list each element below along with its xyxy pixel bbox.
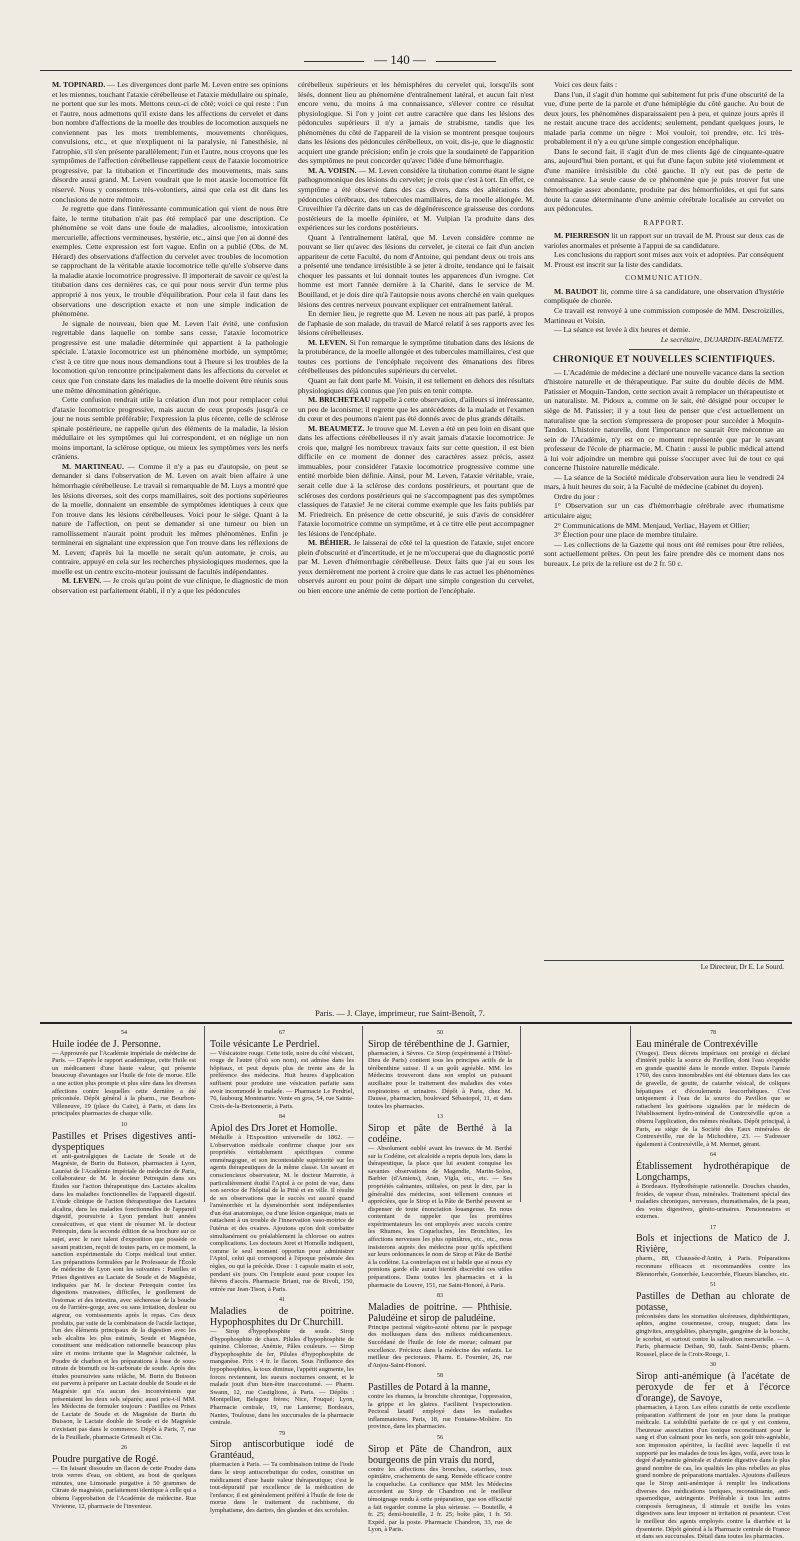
paragraph-text: — Je crois qu'au point de vue clinique, le diagnostic de mon observation est parfaitement établi, il n'y a que les pédoncules [52,576,289,595]
speaker-name: M. BAUDOT [554,286,598,296]
paragraph-text: Je laisserai de côté tel la question de l'ataxie, sujet encore plein d'obscurité et d'incertitude, et je ne m'occuperai que du diagnostic porté par M. Leven d'hémorrhagie cérébelleuse. Deux faits que j'ai eu sous les yeux dernièrement me portent à croire que dans le cas actuel les phénomènes observés auront eu pour point de départ une simple congestion du cervelet, ou bien encore une anémie de cette portion de l'encéphale. [298,538,535,595]
ad-number: 67 [279,1030,285,1036]
top-rule [40,70,792,71]
paragraph: — L'Académie de médecine a déclaré une nouvelle vacance dans la section d'histoire naturelle et de thérapeutique. Par suite du double décès de MM. Patissier et Moquin-Tandon, cette section avait à remplacer un thérapeutiste et un naturaliste. M. Pidoux a, comme on le sait, été désigné pour occuper le siège de M. Patissier; il y a tout lieu de penser que c'est actuellement un naturaliste que la section s'empressera de proposer pour succéder à Moquin-Tandon. L'histoire naturelle, dont l'importance ne saurait être méconnue au sein de l'Académie, n'y est en ce moment représentée que par le savant professeur de l'école de pharmacie, M. Chatin : aussi le public médical attend à lui voir adjoindre un membre qui puisse s'occuper avec lui de tout ce qui concerne l'histoire naturelle médicale. [544,367,784,473]
paragraph: Voici ces deux faits : [554,80,618,89]
ad-body: pharmacien, à Lyon. Les effets curatifs de cette excellente préparation s'affirment de jour en jour dans la pratique médicale. La solubilité parfaite de ce qui y est contenu, l'heureuse association d'un tonique reconstituant pour le sang et d'un calmant pour les nerfs, son goût très-agréable, son impression apéritive, la facilité avec laquelle il est supporté par les malades de tous les âges, voilà, avec tous le degré d'adynamie générale et d'atonie digestive dans le plus grand nombre de cas, les qualités les plus rebelles au plus grand nombre de préparations martiales. Ajoutons d'ailleurs que le Sirop anti-anémique à remplir les indications diverses des médications toniques, reconstituante, anti-spasmodique, astringente. Préférable à tous les autres composés ferrugineux, il stimule et tonifie les voies digestives sans leur imposer ni irritation ni pesanteur. C'est le meilleur des agents employés contre la diarrhée et la dysenterie. Dépôt général à la Pharmacie centrale de France et dans ses succursales. Détail dans toutes les pharmacies. [636,1404,790,1541]
ad-body: — Absolument oublié avant les travaux de M. Berthé sur la Codéine, cet alcaloïde a repris depuis lors, dans la thérapeutique, la place que lui avaient conquise les savantes observations de Magendie, Martin-Solon, Barbier (d'Amiens), Aran, Vigla, etc., etc. — Ses propriétés calmantes, utilisées, on peut le dire, par la généralité des médecins, sont tellement connues et appréciées, que le Sirop et la Pâte de Berthé peuvent se dispenser de toute énonciation louangeuse. En nous contentant de rappeler que les premières expérimentateurs les ont employés avec succès contre les Rhumes, les Coqueluches, les Bronchites, les affections nerveuses les plus opiniâtres, etc., etc., nous insisterons auprès des médecins pour qu'ils spécifient sur leurs ordonnances le nom de Sirop et Pâte de Berthé à la codéine. La contrefaçon est si habile que si nous n'y prenions garde elle aurait bientôt discrédité ces utiles préparations. Dans toutes les pharmacies et à la pharmacie du Louvre, 151, rue Saint-Honoré, à Paris. [368,1144,512,1289]
ad-body: pharmacien à Paris. — Ta combinaison intime de l'iode dans le sirop antiscorbutique du codex, constitue un médicament d'une haute valeur thérapeutique; c'est le tout-dépuratif par excellence de la médication de l'enfance; il est généralement préféré à l'huile de foie de morue dans le traitement du rachitisme, du lymphatisme, des dartres, des glandes et des scrofules. [210,1461,354,1514]
paragraph [298,395,534,424]
column-3 [544,80,784,960]
paragraph: Ordre du jour : [554,491,600,501]
advertisement [52,1445,196,1510]
ad-number: 50 [437,1030,443,1036]
ad-title: Eau minérale de Contrexéville [636,1038,758,1050]
ad-title: Maladies de poitrine. Hypophosphites du Dr Churchill. [210,1306,354,1328]
page-number: — 140 — [0,52,800,68]
ad-title: Pastilles de Potard à la manne, [368,1381,491,1393]
section-heading-rapport: RAPPORT. [643,218,685,227]
column-divider [362,1026,363,1202]
ad-number: 58 [437,1373,443,1380]
paragraph [544,287,784,306]
ad-body: préconisées dans les stomatites ulcéreuses, diphthéritiques, aphtes, angine couenneuse, croup, muguet; dans les gingivites, amygdalites, pharyngite, gangrène de la bouche, le scorbut, et surtout contre la salivation mercurielle. — A Paris, pharmacie Dethan, 90, faub. Saint-Denis; pharm. Roussel, place de la Croix-Rouge, 1. [636,1312,790,1358]
advertisement [636,1282,790,1358]
ad-body: — Vésicatoire rouge. Cette toile, noire du côté vésicant, rouge de l'autre (d'où son nom), est admise dans les hôpitaux, et peut depuis plus de trente ans de la préférence des médecins. Huit heures d'application suffisent pour produire une vésication parfaite sans avoir incommodé le malade. — Pharmacie Le Perdriel, 76, faubourg Montmartre. Vente en gros, 54, rue Sainte-Croix-de-la-Bretonnerie, à Paris. [210,1049,354,1110]
paragraph-text: lit un rapport sur un travail de M. Proust sur deux cas de varioles anormales et présente à l'appui de sa candidature. [544,231,784,250]
paragraph: Cette confusion rendrait utile la création d'un mot pour remplacer celui d'ataxie locomotrice progressive, mais aucun de ceux proposés jusqu'à ce jour ne nous semble préférable; l'expression la plus récente, celle de sclérose spinale postérieure, ne rappelle qu'un des éléments de la maladie, la lésion médullaire et les symptômes qui lui correspondent, et en néglige un non moins important, la sclérose optique, ou mieux les symptômes vers les nerfs crâniens. [52,395,288,462]
paragraph [298,538,534,595]
advertisement [636,1030,790,1148]
ad-body: et anti-gastralgiques de Lactate de Soude et de Magnésie, de Burin du Buisson, pharmacien à Lyon, Lauréat de l'Académie impériale de médecine de Paris, collaborateur de M. le docteur Petrequin dans ses Études sur l'action thérapeutique des Lactates alcalins dans les maladies fonctionnelles de l'appareil digestif. L'étude clinique de l'action thérapeutique des Lactates alcalins, dans les maladies fonctionnelles de l'appareil digestif, poursuivie à Lyon pendant huit années consécutives, et que vient de résumer M. le docteur Petrequin, dans la seconde édition de sa brochure sur ce sujet, avec le rare talent d'exposition que possède ce savant praticien, reçoit de toutes parts, en ce moment, la sanction expérimentale du Corps médical tout entier. Les préparations formulées par le Professeur de l'École de médecine de Lyon sont les suivantes : Pastilles et Prises digestives au Lactate de Soude et de Magnésie, indiquées par M. le docteur Petrequin contre les digestions mauvaises, difficiles, le gonflement de l'estomac et des intestins, avec sécheresse de la bouche ou de l'arrière-gorge, avec ou sans irritation, douleur ou aigreur, ou vomissements après le repas. Ces deux produits, par suite de la combinaison de l'acide lactique, l'un des éléments principaux de la digestion avec les sels alcalins les plus estimés, Soude et Magnésie, constituent une médication rationnelle beaucoup plus sûre et moins irritante que la Magnésie calcinée, la Poudre de charbon et les préparations à base de sous-nitrate de bismuth ou bi-carbonate de soude. Après des études poursuivies sans relâche, M. Burin du Buisson est parvenu à préparer un Lactate double de Soude et de Magnésie qui n'a aucun des inconvénients que présentaient les deux sels séparés; aussi prie-t-il MM. les Médecins de formuler toujours : Pastilles ou Prises de Lactate de Soude et de Magnésie de Burin du Buisson, le Lactate double de Soude et de Magnésie n'existant pas dans le commerce. Dépôt à Paris, 7, rue de la Feuillade, pharmacie Grimault et Cie. [52,1152,196,1441]
paragraph [52,576,288,595]
advertisement [368,1435,512,1534]
ad-title: Sirop antiscorbutique iodé de Grantéaud, [210,1439,354,1462]
advertisement [368,1114,512,1289]
ad-title: Pastilles de Dethan au chlorate de potasse, [636,1290,790,1313]
speaker-name: M. A. VOISIN. [308,165,357,175]
paragraph [298,424,534,539]
column-1 [52,80,288,960]
advertisement [636,1362,790,1540]
ad-title: Sirop de térébenthine de J. Garnier, [368,1038,510,1050]
ad-body: — Sirop d'hypophosphite de soude. Sirop d'hypophosphite de chaux. Pilules d'hypophosphite de quinine. Chlorose, Anémie, Pâles couleurs. — Sirop d'hypophosphite de fer, Pilules d'hypophosphite de manganèse. Prix : 4 fr. le flacon. Sous l'influence des hypophosphites, la toux diminue, l'appétit augmente, les forces reviennent, les sueurs nocturnes cessent, et le malade jouit d'un bien-être inaccoutumé. — Pharm. Swann, 12, rue Castiglione, à Paris. — Dépôts : Montpellier, Belugou frères; Nice, Fouqué; Lyon, Pharmacie centrale, 19, rue Lanterne; Bordeaux, Nantes, Toulouse, dans les succursales de la pharmacie centrale. [210,1328,354,1427]
paragraph: 2° Communications de MM. Menjaud, Verliac, Hayem et Ollier; [554,520,750,530]
paragraph: — La séance de la Société médicale d'observation aura lieu le vendredi 24 mars, à huit heures du soir, à la Faculté de médecine (cabinet du doyen). [544,472,784,492]
ad-number: 79 [279,1430,285,1437]
paragraph-text: — Les divergences dont parle M. Leven entre ses opinions et les miennes, touchant l'ataxie cérébelleuse et l'ataxie médullaire ou spinale, ne portent que sur les mots. Mettons ceux-ci de côté; voici ce qui reste : l'un et l'autre, nous admettons qu'il existe dans les affections du cervelet et dans bon nombre d'affections de la moelle des troubles de locomotion auxquels ne conviennent pas les mots tremblements, mouvements choréiques, convulsions, etc., et que n'expliquent ni la paralysie, ni l'anesthésie, ni l'atrophie, s'il s'en présente parallèlement; l'un et l'autre, nous croyons que les symptômes de l'affection cérébelleuse rappellent ceux de l'ataxie locomotrice progressive, par la titubation et l'incertitude des mouvements, mais sans désordre aussi grand. M. Leven voudrait que le mot ataxie locomotrice fût réservé. Nous y consentons très-volontiers, ainsi que cela est dit dans les conclusions de notre mémoire. [52,80,289,204]
speaker-name: M. BÉHIER. [308,538,352,548]
paragraph-text: — M. Leven considère la titubation comme étant le signe pathognomonique des lésions du cervelet; je crois que c'est à tort. En effet, ce symptôme a été observé dans des cas divers, dans des altérations des pédoncules cérébraux, des tubercules mamillaires, de la moelle allongée. M. Cruveilhier l'a décrite dans un cas de dégénérescence graisseuse des cordons postérieurs de la moelle épinière, et M. Vulpian l'a produite dans des expériences sur les cordons postérieurs. [298,165,534,233]
ads-column-4 [526,1030,624,1202]
speaker-name: M. PIERRESON [554,231,610,241]
ad-number: 64 [710,1152,716,1159]
ad-title: Sirop anti-anémique (à l'acétate de peroxyde de fer et à l'écorce d'orange), de Savoye, [636,1371,790,1404]
ads-column-1 [52,1030,196,1510]
ad-body: à Bordeaux. Hydrothérapie rationnelle. Douches chaudes, froides, de vapeur d'eau, minérales. Traitement spécial des maladies chroniques, nerveuses, rhumatismales, de la peau, des voies digestives, génito-urinaires. Pensionnaires et externes. [636,1182,790,1221]
ad-title: Poudre purgative de Rogé. [52,1453,159,1465]
ad-number: 17 [710,1224,716,1231]
paragraph [544,231,784,250]
paragraph [298,338,534,376]
ad-number: 56 [437,1434,443,1441]
ad-body: Principe pectoral végéto-azoté obtenu par le pavpage des mollusques dans des milieux médicamenteux. Succédané de l'huile de foie de morue; calmant par excellence. Précieux dans la médecine des enfants. Le meilleur des pectoraux. Pharm. E. Fournier, 26, rue d'Anjou-Saint-Honoré. [368,1323,512,1369]
section-heading-communication: COMMUNICATION. [625,274,703,283]
column-divider [204,1026,205,1202]
speaker-name: M. MARTINEAU. [62,461,124,471]
paragraph: Dans l'un, il s'agit d'un homme qui subitement fut pris d'une obscurité de la vue, d'une perte de la parole et d'une hémiplégie du côté gauche. Au bout de deux jours, les phénomènes disparaissaient peu à peu, et quinze jours après il ne restait aucune trace des accidents; seulement, pendant quelques jours, le malade parla comme un nègre : Moi vouloir, toi prendre, etc. Ici très-probablement il n'y a eu qu'une simple congestion encéphalique. [544,89,784,147]
advertisement [210,1114,354,1293]
paragraph: Je signale de nouveau, bien que M. Leven l'ait évité, une confusion regrettable dans laquelle on tombe sans cesse, l'ataxie locomotrice progressive est une maladie déterminée qui appartient à la pathologie spéciale. L'ataxie locomotrice est un phénomène morbide, un symptôme; c'est à ce titre que nous nous demandions tout à l'heure si les troubles de la locomotion qu'on rencontre principalement dans les affections du cervelet et ceux que l'on constate dans les maladies de la moelle doivent être réunis sous une même dénomination générique. [52,318,288,395]
paragraph-text: Si l'on remarque le symptôme titubation dans des lésions de la protubérance, de la moelle allongée et des tubercules mamillaires, c'est que toutes ces portions de l'encéphale reçoivent des émanations des fibres cérébelleuses des pédoncules supérieurs du cervelet. [298,337,535,376]
paragraph: Dans le second fait, il s'agit d'un de mes clients âgé de cinquante-quatre ans, aujourd'hui bien portant, et qui fut d'une façon subite jeté violemment et d'une manière irrésistible du côté gauche. Il n'y eut pas de perte de connaissance. La seule cause de ce phénomène que je puis trouver fut une hémorrhagie assez abondante, produite par des hémorrhoïdes, et qui fut sans doute la cause déterminante d'une anémie cérébrale localisée au cervelet ou aux pédoncules. [544,146,784,214]
ad-title: Bols et injections de Matico de J. Rivière, [636,1233,790,1256]
ad-title: Huile iodée de J. Personne. [52,1038,161,1050]
advertisement [52,1122,196,1441]
paragraph: Les conclusions du rapport sont mises aux voix et adoptées. Par conséquent M. Proust est inscrit sur la liste des candidats. [544,250,784,269]
secretary-signature: Le secrétaire, DUJARDIN-BEAUMETZ. [660,334,784,344]
ads-column-5 [636,1030,790,1541]
ad-body: contre les affections des bronches, catarrhes, toux opiniâtre, crachements de sang. Remède efficace contre la coqueluche. La confiance que MM. les Médecins accordent au Sirop de Chandron est le meilleur témoignage rendu à cette préparation, que son efficacité a fait regarder comme la plus sérieuse. — Bouteille, 4 fr. 25; demi-bouteille, 2 fr. 25; boîte pâte, 1 fr. 50. Expéd. par la poste. Pharmacie Chandron, 33, rue de Lyon, à Paris. [368,1465,512,1534]
ad-title: Maladies de poitrine. — Phthisie. Paludéine et sirop de paludéine. [368,1301,512,1324]
ad-number: 30 [710,1362,716,1369]
ad-body: (Vosges). Deux décrets impériaux ont protégé et déclaré d'intérêt public la source du Pavillon, dont l'eau s'expédie en grande quantité dans le monde entier. Depuis l'année 1760, des cures innombrables ont été obtenues dans les cas de gravelle, de goutte, de catarrhe vésical, de coliques hépatiques et d'écoulements leucorrhéiques. C'est uniquement à l'eau de la source du Pavillon que se rattachent les guérisons signalées par le médecin de l'établissement hydro-minéral de Contrexéville qu'on a obtenu l'application, des mêmes résultats. Dépôt principal, à Paris, au siège de la Société des Eaux minérales de Contrexéville, rue de la Michodière, 23. — S'adresser également à Contrexéville, à M. Mermet, gérant. [636,1049,790,1148]
paragraph: cérébelleux supérieurs et les hémisphères du cervelet qui, lorsqu'ils sont lésés, donnent lieu au phénomène d'entraînement latéral, et aucun fait n'est encore venu, du moins à ma connaissance, s'élever contre ce résultat physiologique. Si l'on y joint cet autre caractère que dans les lésions des pédoncules supérieurs il n'y a jamais de strabisme, tandis que les phénomènes du côté de l'appareil de la vision se montrent presque toujours dans les lésions des pédoncules cérébelleux, on voit, dis-je, que le diagnostic acquiert une grande précision; enfin je crois que la soudaineté de l'apparition des symptômes ne peut concorder qu'avec l'idée d'une hémorrhagie. [298,80,534,166]
speaker-name: M. TOPINARD. [52,80,106,89]
ads-column-2 [210,1030,354,1514]
advertisement [210,1297,354,1426]
ad-body: contre les rhumes, la bronchite chronique, l'oppression, la grippe et les glaires. Facilitent l'expectoration. Pectoral laxatif employé dans les maladies inflammatoires. Paris, 18, rue Fontaine-Molière. En province, dans les pharmacies. [368,1392,512,1431]
ad-body: — Approuvée par l'Académie impériale de médecine de Paris. — D'après le rapport académique, cette Huile est un médicament d'une haute valeur, qui présente beaucoup d'avantages sur l'huile de foie de morue. Elle a une action plus prompte et plus sûre dans les diverses affections contre lesquelles cette dernière a été préconisée. Dépôt général à la pharm., rue Bourbon-Villeneuve, 19 (place du Caire), à Paris, et dans les principales pharmacies de chaque ville. [52,1049,196,1118]
column-divider [630,1026,631,1202]
ad-number: 78 [710,1030,716,1036]
speaker-name: M. LEVEN. [308,337,348,347]
director-signature: Le Directeur, Dr E. Le Sourd. [544,960,784,971]
paragraph: — Les collections de la Gazette qui nous ont été remises pour être reliées, sont actuellement prêtes. On peut les faire prendre dès ce moment dans nos bureaux. Le prix de la reliure est de 2 fr. 50 c. [544,539,784,568]
paragraph: — La séance est levée à dix heures et demie. [554,325,691,335]
advertisement [210,1030,354,1110]
ad-number: 54 [121,1030,127,1036]
ad-title: Sirop et pâte de Berthé à la codéine. [368,1122,512,1145]
column-divider [520,1026,521,1202]
paragraph: 1° Observation sur un cas d'hémorrhagie cérébrale avec rhumatisme articulaire aigu; [544,501,784,520]
ad-number: 84 [279,1114,285,1121]
ad-title: Établissement hydrothérapique de Longchamps, [636,1160,790,1183]
ads-column-3 [368,1030,512,1534]
ad-number: 41 [279,1297,285,1304]
paragraph-text: Je trouve que M. Leven a été un peu loin en disant que dans les affections cérébelleuses il n'y avait jamais d'ataxie locomotrice. Je crois que, malgré les nombreux travaux faits sur cette question, il est bien difficile en ce moment de donner des caractères assez précis, assez immuables, pour considérer l'ataxie locomotrice progressive comme une entité morbide bien définie. Ainsi, pour M. Leven, l'ataxie véritable, vraie, serait celle due à la sclérose des cordons postérieurs, et pourtant que de scléroses des cordons postérieurs qui ne s'accompagnent pas des symptômes classiques de l'ataxie! Je ne citerai comme exemple que les faits publiés par M. Friedreich. En présence de cette obscurité, je suis d'avis de considérer l'ataxie locomotrice comme un symptôme, et à ce titre elle peut accompagner les lésions de l'encéphale. [298,423,534,538]
advertisement [368,1030,512,1110]
speaker-name: M. BEAUMETZ. [308,423,365,433]
paragraph: Ce travail est renvoyé à une commission composée de MM. Descroizilles, Martineau et Voisin. [544,306,784,325]
ad-title: Sirop et Pâte de Chandron, aux bourgeons de pin vrais du nord, [368,1443,512,1466]
paragraph [52,80,288,204]
separator [629,349,699,350]
ad-number: 10 [121,1121,127,1128]
ad-number: 26 [121,1445,127,1452]
paragraph-text: rappelle à cette observation, d'ailleurs si intéressante, un peu de laconisme; il regrette que les antécédents de la malade et l'examen du cœur et des poumons n'aient pas été donnés avec de plus grands détails. [298,395,534,424]
paragraph [52,462,288,577]
advertisement [52,1030,196,1118]
column-2 [298,80,534,960]
speaker-name: M. BRICHETEAU [308,395,371,405]
paragraph: En dernier lieu, je regrette que M. Leven ne nous ait pas parlé, à propos de l'aphasie de son malade, du travail de Marcé relatif à ses rapports avec les lésions cérébelleuses. [298,309,534,338]
ad-number: 51 [710,1282,716,1289]
paragraph [298,166,534,233]
chronicle-heading: CHRONIQUE ET NOUVELLES SCIENTIFIQUES. [552,354,776,365]
paragraph-text: lit, comme titre à sa candidature, une observation d'hystérie compliquée de chorée. [544,286,785,306]
paragraph-text: — Comme il n'y a pas eu d'autopsie, on peut se demander si dans l'observation de M. Leven on avait bien affaire à une hémorrhagie cérébelleuse. Le travail si remarquable de M. Luys a montré que les lésions diverses, soit des corps mamillaires, soit des portions supérieures de la moelle, donnaient un ensemble de symptômes identiques à ceux que l'on trouve dans les lésions cérébelleuses. Voici pour le siège. Quant à la nature de l'affection, on peut se demander si une tumeur ou bien un ramollissement n'aurait point produit les mêmes phénomènes. Enfin je terminerai en signalant une expression que l'on trouve dans les réflexions de M. Leven; d'après lui la moelle ne serait qu'un automate, je crois, au contraire, appuyé en cela sur les recherches physiologiques modernes, que la moelle est un centre excito-moteur jouissant de facultés indépendantes. [52,461,288,576]
ad-body: pharmacien, à Sèvres. Ce Sirop (expérimenté à l'Hôtel-Dieu de Paris) contient tous les principes actifs de la térébenthine suisse. Il a un goût agréable. MM. les Médecins trouveront dans son emploi un puissant auxiliaire pour le traitement des maladies des voies respiratoires et urinaires. Dépôt à Paris, chez M. Dausse, pharmacien, boulevard Sébastopol, 11, et dans toutes les pharmacies. [368,1049,512,1110]
ad-body: — En faisant dissoudre un flacon de cette Poudre dans trois verres d'eau, on obtient, au bout de quelques minutes, une Limonade purgative à 50 grammes de Citrate de magnésie, parfaitement identique à celle qui a obtenu l'approbation de l'Académie de médecine. Rue Vivienne, 12, pharmacie de l'inventeur. [52,1464,196,1510]
speaker-name: M. LEVEN. [62,576,102,586]
ad-title: Toile vésicante Le Perdriel. [210,1038,320,1050]
ads-rule [40,1022,792,1024]
ad-body: Médaille à l'Exposition universelle de 1862. — L'observation médicale confirme chaque jour ses propriétés véritablement spécifiques comme emménagogue, et son incontestable supériorité sur les agents thérapeutiques de la même classe. Un savant et consciencieux observateur, M. le docteur Marrotte, à particulièrement étudié l'Apiol à ce point de vue, dans son service de l'hôpital de la Pitié et en ville. Il résulte de ses observations que le succès est assuré quand l'aménorrhée et la dysménorrhée sont indépendantes d'un état anatomique, ou d'une lésion organique, mais se rattachent à un trouble de l'innervation vaso-motrice de l'utérus et des ovaires. Ajoutons qu'on doit combattre simultanément ou préalablement la chlorose ou autres complications. Les docteurs Joret et Homolle indiquent, comme le seul moment opportun pour administrer l'Apiol, celui qui correspond à l'époque présumée des règles, ou qui la précède. Dose : 1 capsule matin et soir, pendant six jours. On l'emploie aussi pour couper les fièvres d'accès. Pharmacie Briant, rue de Rivoli, 150, entrée rue Jean-Tison, à Paris. [210,1133,354,1293]
advertisement [636,1225,790,1278]
ad-number: 13 [437,1114,443,1121]
paragraph: Quant au fait dont parle M. Voisin, il est tellement en dehors des résultats physiologiques déjà connus que j'en puis en tenir compte. [298,375,534,395]
ad-title: Pastilles et Prises digestives anti-dyspeptiques [52,1130,196,1153]
printer-line: Paris. — J. Claye, imprimeur, rue Saint-Benoît, 7. [315,1008,485,1018]
paragraph: 3° Élection pour une place de membre titulaire. [554,530,698,540]
ad-body: pharm., 88, Chaussée-d'Antin, à Paris. Préparations reconnues efficaces et recommandées contre les Blennorrhée, Gonorrhée, Leucorrhée, Flueurs blanches, etc. [636,1255,790,1278]
advertisement [210,1431,354,1515]
paragraph: Quant à l'entraînement latéral, que M. Leven considère comme ne pouvant se lier qu'avec des lésions du cervelet, je citerai ce fait d'un ancien appariteur de cette Faculté, du nom d'Antoine, qui pendant deux ou trois ans a présenté une tendance irrésistible à se jeter à droite, tendance qui le faisait choquer les passants et lui donnait toutes les apparences d'un ivrogne. Cet homme est mort l'année dernière à la Charité, dans le service de M. Bouillaud, et je dois dire qu'à l'autopsie nous avons cherché en vain quelques lésions des centres nerveux pouvant expliquer cet entraînement latéral. [298,232,534,309]
ad-number: 83 [437,1293,443,1300]
advertisement [368,1293,512,1369]
advertisement [636,1152,790,1221]
ad-title: Apiol des Drs Joret et Homolle. [210,1122,338,1134]
paragraph: Je regrette que dans l'intéressante communication qui vient de nous être faite, le terme titubation n'ait pas été remplacé par une description. Ce phénomène se voit dans une foule de maladies, alcoolisme, intoxication mercurielle, affections vermineuses, hystérie, etc., ainsi que j'en ai donné des exemples. Cette expression est fort vague. Enfin on a publié (Obs. de M. Hérard) des observations d'affection du cervelet avec troubles de locomotion se rapprochant de la véritable ataxie locomotrice telle qu'elle s'observe dans la maladie ataxie locomotrice progressive. Il importerait de savoir ce qu'est la titubation dans ces dernières cas, ce qui pour nous servir d'un terme plus approprié à nos yeux, le trouble d'équilibration. Pour cela il faut dans les observations une description exacte et non une simple indication de phénomène. [52,204,288,319]
advertisement [368,1373,512,1431]
